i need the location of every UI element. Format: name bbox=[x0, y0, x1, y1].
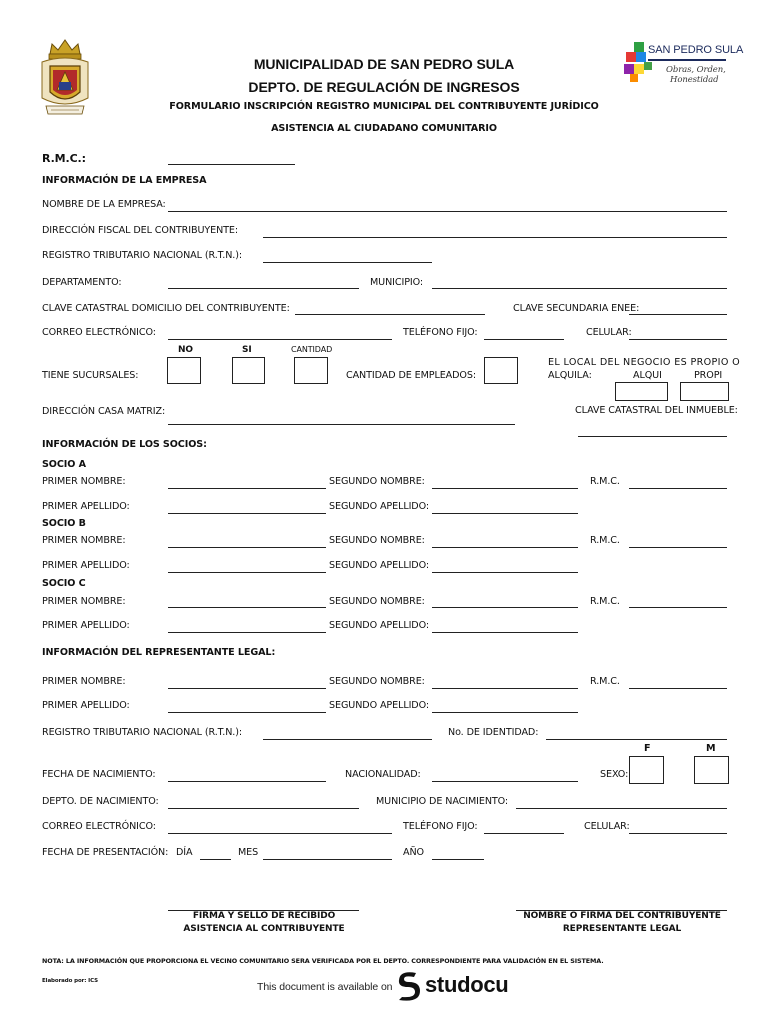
municipio-label: MUNICIPIO: bbox=[370, 277, 424, 288]
header-title-department: DEPTO. DE REGULACIÓN DE INGRESOS bbox=[248, 79, 520, 95]
socio-b-primer-nombre-label: PRIMER NOMBRE: bbox=[42, 535, 126, 546]
departamento-field[interactable] bbox=[168, 288, 359, 289]
sucursales-cantidad-header: CANTIDAD bbox=[291, 345, 333, 354]
coat-of-arms-icon bbox=[38, 36, 92, 122]
section-socios: INFORMACIÓN DE LOS SOCIOS: bbox=[42, 439, 207, 450]
direccion-fiscal-label: DIRECCIÓN FISCAL DEL CONTRIBUYENTE: bbox=[42, 225, 239, 236]
nacionalidad-field[interactable] bbox=[432, 781, 578, 782]
rep-celular-field[interactable] bbox=[629, 833, 727, 834]
empleados-label: CANTIDAD DE EMPLEADOS: bbox=[346, 370, 476, 381]
direccion-fiscal-field[interactable] bbox=[263, 237, 727, 238]
fecha-nacimiento-label: FECHA DE NACIMIENTO: bbox=[42, 769, 156, 780]
clave-inmueble-label: CLAVE CATASTRAL DEL INMUEBLE: bbox=[575, 405, 738, 416]
socio-a-segundo-nombre-label: SEGUNDO NOMBRE: bbox=[329, 476, 425, 487]
rep-telefono-field[interactable] bbox=[484, 833, 564, 834]
sexo-m-header: M bbox=[706, 743, 716, 754]
empresa-correo-label: CORREO ELECTRÓNICO: bbox=[42, 327, 156, 338]
socio-c-primer-apellido-label: PRIMER APELLIDO: bbox=[42, 620, 130, 631]
rep-identidad-field[interactable] bbox=[546, 739, 727, 740]
empresa-rtn-label: REGISTRO TRIBUTARIO NACIONAL (R.T.N.): bbox=[42, 250, 243, 261]
mes-label: MES bbox=[238, 847, 259, 858]
socio-b-rmc-label: R.M.C. bbox=[590, 535, 620, 546]
rep-rtn-label: REGISTRO TRIBUTARIO NACIONAL (R.T.N.): bbox=[42, 727, 243, 738]
sucursales-no-checkbox[interactable] bbox=[167, 357, 201, 384]
socio-a-rmc-field[interactable] bbox=[629, 488, 727, 489]
empresa-celular-label: CELULAR: bbox=[586, 327, 632, 338]
clave-inmueble-field[interactable] bbox=[578, 436, 727, 437]
municipio-nacimiento-label: MUNICIPIO DE NACIMIENTO: bbox=[376, 796, 509, 807]
studocu-logo-icon bbox=[394, 970, 422, 1002]
nota-text: NOTA: LA INFORMACIÓN QUE PROPORCIONA EL VECINO COMUNITARIO SERA VERIFICADA POR EL DEPTO. CORRESPONDIENTE PARA VALIDACIÓN EN EL SISTEMA. bbox=[42, 957, 604, 965]
rep-primer-apellido-label: PRIMER APELLIDO: bbox=[42, 700, 130, 711]
dia-label: DÍA bbox=[176, 847, 193, 858]
section-empresa: INFORMACIÓN DE LA EMPRESA bbox=[42, 175, 207, 186]
firma-recibido-label-1: FIRMA Y SELLO DE RECIBIDO bbox=[192, 911, 336, 921]
rep-primer-apellido-field[interactable] bbox=[168, 712, 326, 713]
socio-b-primer-apellido-field[interactable] bbox=[168, 572, 326, 573]
rep-rtn-field[interactable] bbox=[263, 739, 432, 740]
alquila-checkbox[interactable] bbox=[615, 382, 668, 401]
socio-c-primer-nombre-label: PRIMER NOMBRE: bbox=[42, 596, 126, 607]
casa-matriz-field[interactable] bbox=[168, 424, 515, 425]
socio-a-segundo-apellido-field[interactable] bbox=[432, 513, 578, 514]
fecha-nacimiento-field[interactable] bbox=[168, 781, 326, 782]
rep-primer-nombre-label: PRIMER NOMBRE: bbox=[42, 676, 126, 687]
firma-contribuyente-label-2: REPRESENTANTE LEGAL bbox=[562, 924, 682, 934]
socio-b-primer-nombre-field[interactable] bbox=[168, 547, 326, 548]
socio-c-primer-apellido-field[interactable] bbox=[168, 632, 326, 633]
logo-city-name: SAN PEDRO SULA bbox=[648, 44, 744, 56]
rep-segundo-nombre-field[interactable] bbox=[432, 688, 578, 689]
rep-rmc-field[interactable] bbox=[629, 688, 727, 689]
sexo-f-checkbox[interactable] bbox=[629, 756, 664, 784]
socio-b-segundo-apellido-label: SEGUNDO APELLIDO: bbox=[329, 560, 430, 571]
socio-a-heading: SOCIO A bbox=[42, 459, 86, 470]
sexo-m-checkbox[interactable] bbox=[694, 756, 729, 784]
sucursales-si-header: SI bbox=[242, 345, 252, 355]
socio-b-segundo-nombre-field[interactable] bbox=[432, 547, 578, 548]
studocu-brand-text: studocu bbox=[425, 972, 509, 997]
socio-b-segundo-apellido-field[interactable] bbox=[432, 572, 578, 573]
form-subtitle: ASISTENCIA AL CIUDADANO COMUNITARIO bbox=[271, 123, 497, 134]
empresa-correo-field[interactable] bbox=[168, 339, 392, 340]
clave-catastral-label: CLAVE CATASTRAL DOMICILIO DEL CONTRIBUYENTE: bbox=[42, 303, 290, 314]
rmc-label: R.M.C.: bbox=[42, 152, 86, 165]
municipio-field[interactable] bbox=[432, 288, 727, 289]
socio-a-rmc-label: R.M.C. bbox=[590, 476, 620, 487]
section-representante: INFORMACIÓN DEL REPRESENTANTE LEGAL: bbox=[42, 647, 276, 658]
logo-tagline-2: Honestidad bbox=[670, 75, 719, 85]
socio-a-primer-nombre-label: PRIMER NOMBRE: bbox=[42, 476, 126, 487]
departamento-label: DEPARTAMENTO: bbox=[42, 277, 122, 288]
municipio-nacimiento-field[interactable] bbox=[516, 808, 727, 809]
empresa-telefono-label: TELÉFONO FIJO: bbox=[403, 327, 478, 338]
socio-c-primer-nombre-field[interactable] bbox=[168, 607, 326, 608]
logo-tagline-1: Obras, Orden, bbox=[666, 65, 726, 75]
rep-segundo-apellido-label: SEGUNDO APELLIDO: bbox=[329, 700, 430, 711]
sexo-f-header: F bbox=[644, 743, 651, 754]
rmc-field[interactable] bbox=[168, 164, 295, 165]
socio-c-rmc-field[interactable] bbox=[629, 607, 727, 608]
fecha-presentacion-label: FECHA DE PRESENTACIÓN: bbox=[42, 847, 169, 858]
socio-b-heading: SOCIO B bbox=[42, 518, 86, 529]
empresa-nombre-label: NOMBRE DE LA EMPRESA: bbox=[42, 199, 166, 210]
anio-label: AÑO bbox=[403, 847, 424, 858]
propio-option-label: PROPI bbox=[694, 370, 723, 381]
socio-c-segundo-nombre-field[interactable] bbox=[432, 607, 578, 608]
sucursales-cantidad-box[interactable] bbox=[294, 357, 328, 384]
form-title: FORMULARIO INSCRIPCIÓN REGISTRO MUNICIPAL DEL CONTRIBUYENTE JURÍDICO bbox=[169, 101, 599, 112]
depto-nacimiento-label: DEPTO. DE NACIMIENTO: bbox=[42, 796, 159, 807]
rep-identidad-label: No. DE IDENTIDAD: bbox=[448, 727, 539, 738]
socio-a-segundo-nombre-field[interactable] bbox=[432, 488, 578, 489]
rep-primer-nombre-field[interactable] bbox=[168, 688, 326, 689]
empresa-telefono-field[interactable] bbox=[484, 339, 564, 340]
socio-a-primer-apellido-label: PRIMER APELLIDO: bbox=[42, 501, 130, 512]
elaborado-text: Elaborado por: ICS bbox=[42, 978, 99, 984]
clave-enee-label: CLAVE SECUNDARIA ENEE: bbox=[513, 303, 640, 314]
local-question-line2: ALQUILA: bbox=[548, 370, 592, 381]
depto-nacimiento-field[interactable] bbox=[168, 808, 359, 809]
alquila-option-label: ALQUI bbox=[633, 370, 662, 381]
socio-b-primer-apellido-label: PRIMER APELLIDO: bbox=[42, 560, 130, 571]
socio-b-segundo-nombre-label: SEGUNDO NOMBRE: bbox=[329, 535, 425, 546]
clave-catastral-field[interactable] bbox=[295, 314, 485, 315]
sucursales-label: TIENE SUCURSALES: bbox=[42, 370, 139, 381]
logo-underline bbox=[648, 59, 726, 61]
clave-enee-field[interactable] bbox=[629, 314, 727, 315]
socio-b-rmc-field[interactable] bbox=[629, 547, 727, 548]
propio-checkbox[interactable] bbox=[680, 382, 729, 401]
rep-celular-label: CELULAR: bbox=[584, 821, 630, 832]
nacionalidad-label: NACIONALIDAD: bbox=[345, 769, 421, 780]
mes-field[interactable] bbox=[263, 859, 392, 860]
socio-a-primer-apellido-field[interactable] bbox=[168, 513, 326, 514]
firma-contribuyente-label-1: NOMBRE O FIRMA DEL CONTRIBUYENTE bbox=[523, 911, 721, 921]
rep-telefono-label: TELÉFONO FIJO: bbox=[403, 821, 478, 832]
local-question-line1: EL LOCAL DEL NEGOCIO ES PROPIO O bbox=[548, 357, 741, 368]
socio-c-rmc-label: R.M.C. bbox=[590, 596, 620, 607]
socio-c-segundo-nombre-label: SEGUNDO NOMBRE: bbox=[329, 596, 425, 607]
rep-segundo-nombre-label: SEGUNDO NOMBRE: bbox=[329, 676, 425, 687]
casa-matriz-label: DIRECCIÓN CASA MATRIZ: bbox=[42, 406, 166, 417]
header-title-municipality: MUNICIPALIDAD DE SAN PEDRO SULA bbox=[253, 56, 515, 72]
rep-correo-label: CORREO ELECTRÓNICO: bbox=[42, 821, 156, 832]
socio-c-segundo-apellido-label: SEGUNDO APELLIDO: bbox=[329, 620, 430, 631]
sucursales-si-checkbox[interactable] bbox=[232, 357, 265, 384]
rep-rmc-label: R.M.C. bbox=[590, 676, 620, 687]
socio-a-primer-nombre-field[interactable] bbox=[168, 488, 326, 489]
firma-recibido-label-2: ASISTENCIA AL CONTRIBUYENTE bbox=[183, 924, 345, 934]
empresa-celular-field[interactable] bbox=[629, 339, 727, 340]
available-on-text: This document is available on bbox=[257, 981, 393, 993]
rep-segundo-apellido-field[interactable] bbox=[432, 712, 578, 713]
rep-correo-field[interactable] bbox=[168, 833, 392, 834]
socio-a-segundo-apellido-label: SEGUNDO APELLIDO: bbox=[329, 501, 430, 512]
sexo-label: SEXO: bbox=[600, 769, 629, 780]
sucursales-no-header: NO bbox=[178, 345, 193, 355]
empresa-rtn-field[interactable] bbox=[263, 262, 432, 263]
dia-field[interactable] bbox=[200, 859, 231, 860]
empresa-nombre-field[interactable] bbox=[168, 211, 727, 212]
empleados-box[interactable] bbox=[484, 357, 518, 384]
socio-c-segundo-apellido-field[interactable] bbox=[432, 632, 578, 633]
anio-field[interactable] bbox=[432, 859, 484, 860]
socio-c-heading: SOCIO C bbox=[42, 578, 86, 589]
